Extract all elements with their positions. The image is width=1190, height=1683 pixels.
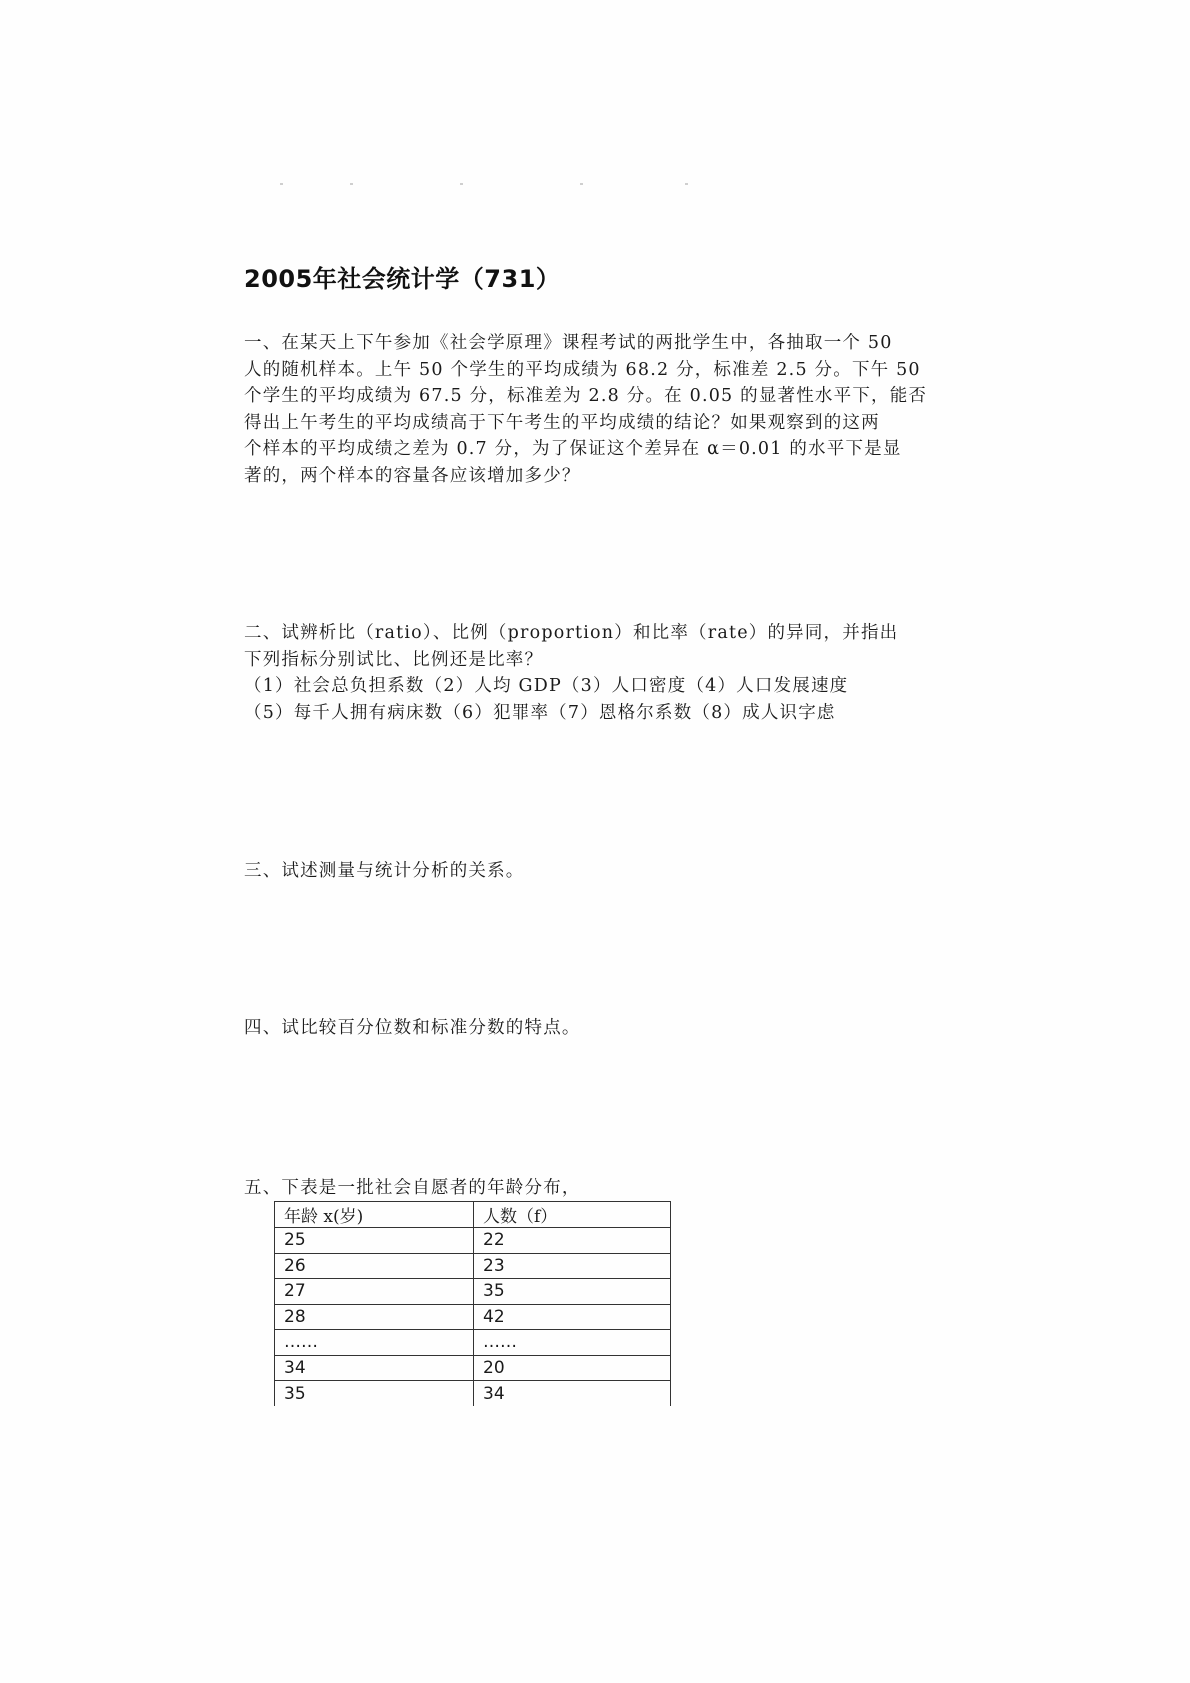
table-header-row — [275, 1202, 671, 1228]
cell-age: 25 — [275, 1228, 474, 1254]
question-line: （5）每千人拥有病床数（6）犯罪率（7）恩格尔系数（8）成人识字虑 — [244, 702, 836, 723]
cell-age: 28 — [275, 1304, 474, 1330]
cell-count: 22 — [474, 1228, 671, 1254]
question-line: 四、试比较百分位数和标准分数的特点。 — [244, 1018, 581, 1038]
table-row — [275, 1228, 671, 1254]
cell-age: …… — [275, 1330, 474, 1356]
table-row — [275, 1330, 671, 1356]
scan-speck — [580, 183, 583, 185]
question-2 — [244, 620, 898, 726]
cell-count: …… — [474, 1330, 671, 1356]
cell-count: 20 — [474, 1355, 671, 1381]
question-line: 一、在某天上下午参加《社会学原理》课程考试的两批学生中，各抽取一个 50 — [244, 333, 893, 353]
question-3 — [244, 858, 525, 885]
question-line: 下列指标分别试比、比例还是比率？ — [244, 649, 544, 670]
scan-speck — [280, 183, 283, 185]
cell-age: 34 — [275, 1355, 474, 1381]
question-line: 个样本的平均成绩之差为 0.7 分，为了保证这个差异在 α＝0.01 的水平下是显 — [244, 439, 902, 459]
scan-speck — [685, 183, 688, 185]
question-line: 得出上午考生的平均成绩高于下午考生的平均成绩的结论？如果观察到的这两 — [244, 412, 880, 433]
header-age: 年龄 x(岁) — [275, 1202, 474, 1228]
age-distribution-table — [274, 1201, 671, 1406]
table-row — [275, 1253, 671, 1279]
question-line: 人的随机样本。上午 50 个学生的平均成绩为 68.2 分，标准差 2.5 分。下午 50 — [244, 359, 921, 380]
question-4 — [244, 1015, 581, 1042]
table-row — [275, 1355, 671, 1381]
scan-speck — [460, 183, 463, 185]
question-line: （1）社会总负担系数（2）人均 GDP（3）人口密度（4）人口发展速度 — [244, 676, 849, 696]
cell-count: 42 — [474, 1304, 671, 1330]
table-row — [275, 1279, 671, 1305]
scan-artifacts — [280, 183, 700, 187]
header-count: 人数（f） — [474, 1202, 671, 1228]
cell-count: 34 — [474, 1381, 671, 1407]
cell-count: 23 — [474, 1253, 671, 1279]
table-row — [275, 1381, 671, 1407]
question-line: 个学生的平均成绩为 67.5 分，标准差为 2.8 分。在 0.05 的显著性水平下，能否 — [244, 386, 928, 406]
question-5 — [244, 1175, 581, 1202]
question-line: 二、试辨析比（ratio）、比例（proportion）和比率（rate）的异同，并指出 — [244, 623, 899, 643]
cell-age: 26 — [275, 1253, 474, 1279]
question-1 — [244, 330, 927, 489]
cell-count: 35 — [474, 1279, 671, 1305]
scan-speck — [350, 183, 353, 185]
question-line: 三、试述测量与统计分析的关系。 — [244, 861, 525, 881]
document-title: 2005年社会统计学（731） — [244, 265, 561, 293]
cell-age: 35 — [275, 1381, 474, 1407]
question-line: 著的，两个样本的容量各应该增加多少？ — [244, 465, 581, 486]
question-line: 五、下表是一批社会自愿者的年龄分布， — [244, 1178, 581, 1198]
table-row — [275, 1304, 671, 1330]
cell-age: 27 — [275, 1279, 474, 1305]
